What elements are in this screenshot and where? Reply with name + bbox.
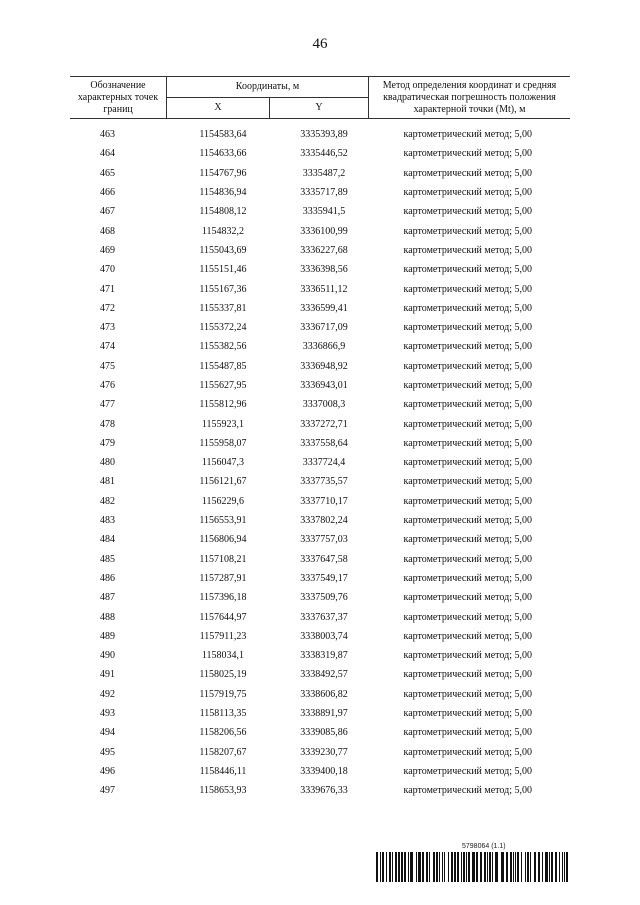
cell-y: 3337008,3 [302, 399, 346, 411]
cell-method: картометрический метод; 5,00 [403, 399, 532, 411]
cell-method: картометрический метод; 5,00 [403, 302, 532, 314]
cell-y: 3336511,12 [300, 283, 348, 295]
cell-y: 3335393,89 [300, 129, 348, 141]
header-method: Метод определения координат и средняя квадратическая погрешность положения характерной точки (Mt), м [369, 77, 571, 119]
table-row [70, 569, 570, 588]
cell-point-id: 468 [100, 225, 115, 237]
cell-y: 3339085,86 [300, 727, 348, 739]
cell-y: 3336717,09 [300, 322, 348, 334]
cell-point-id: 477 [100, 399, 115, 411]
cell-point-id: 475 [100, 360, 115, 372]
cell-point-id: 478 [100, 418, 115, 430]
table-row [70, 607, 570, 626]
cell-method: картометрический метод; 5,00 [403, 611, 532, 623]
cell-x: 1156229,6 [201, 495, 245, 507]
cell-y: 3335487,2 [302, 167, 346, 179]
cell-x: 1155337,81 [199, 302, 247, 314]
cell-point-id: 469 [100, 244, 115, 256]
cell-x: 1158653,93 [199, 785, 247, 797]
table-row [70, 260, 570, 279]
cell-method: картометрический метод; 5,00 [403, 283, 532, 295]
cell-point-id: 491 [100, 669, 115, 681]
cell-method: картометрический метод; 5,00 [403, 534, 532, 546]
header-point-id: Обозначение характерных точек границ [70, 77, 167, 119]
table-row [70, 434, 570, 453]
cell-method: картометрический метод; 5,00 [403, 360, 532, 372]
barcode [376, 843, 570, 883]
cell-y: 3335446,52 [300, 148, 348, 160]
cell-point-id: 497 [100, 785, 115, 797]
cell-point-id: 473 [100, 322, 115, 334]
cell-method: картометрический метод; 5,00 [403, 515, 532, 527]
table-row [70, 530, 570, 549]
cell-y: 3335941,5 [302, 206, 346, 218]
cell-x: 1157287,91 [199, 572, 247, 584]
cell-point-id: 484 [100, 534, 115, 546]
table-row [70, 723, 570, 742]
cell-point-id: 495 [100, 746, 115, 758]
cell-method: картометрический метод; 5,00 [403, 322, 532, 334]
table-row [70, 685, 570, 704]
table-row [70, 202, 570, 221]
coordinates-table [70, 76, 570, 800]
cell-x: 1157911,23 [199, 630, 247, 642]
cell-y: 3337757,03 [300, 534, 348, 546]
cell-x: 1154767,96 [199, 167, 247, 179]
cell-y: 3336943,01 [300, 380, 348, 391]
table-row [70, 119, 570, 145]
cell-point-id: 482 [100, 495, 115, 507]
cell-y: 3336100,99 [300, 225, 348, 237]
cell-point-id: 476 [100, 380, 115, 391]
cell-method: картометрический метод; 5,00 [403, 765, 532, 777]
cell-point-id: 485 [100, 553, 115, 565]
cell-y: 3338319,87 [300, 650, 348, 662]
table-row [70, 337, 570, 356]
cell-point-id: 481 [100, 476, 115, 488]
cell-y: 3336398,56 [300, 264, 348, 276]
cell-point-id: 465 [100, 167, 115, 179]
cell-y: 3339676,33 [300, 785, 348, 797]
table-row [70, 704, 570, 723]
table-row [70, 357, 570, 376]
cell-y: 3338003,74 [300, 630, 348, 642]
cell-point-id: 494 [100, 727, 115, 739]
cell-point-id: 480 [100, 457, 115, 469]
cell-point-id: 493 [100, 708, 115, 720]
cell-x: 1154808,12 [199, 206, 247, 218]
table-row [70, 144, 570, 163]
cell-x: 1155923,1 [201, 418, 245, 430]
cell-y: 3337272,71 [300, 418, 348, 430]
cell-point-id: 489 [100, 630, 115, 642]
cell-method: картометрический метод; 5,00 [403, 244, 532, 256]
cell-y: 3337724,4 [302, 457, 346, 469]
cell-method: картометрический метод; 5,00 [403, 167, 532, 179]
cell-point-id: 487 [100, 592, 115, 604]
cell-method: картометрический метод; 5,00 [403, 650, 532, 662]
cell-x: 1158207,67 [199, 746, 247, 758]
cell-point-id: 496 [100, 765, 115, 777]
header-x: X [167, 98, 270, 119]
cell-y: 3335717,89 [300, 187, 348, 199]
cell-y: 3337710,17 [300, 495, 348, 507]
cell-method: картометрический метод; 5,00 [403, 225, 532, 237]
cell-method: картометрический метод; 5,00 [403, 785, 532, 797]
cell-x: 1156806,94 [199, 534, 247, 546]
cell-y: 3337647,58 [300, 553, 348, 565]
cell-method: картометрический метод; 5,00 [403, 264, 532, 276]
cell-x: 1157644,97 [199, 611, 247, 623]
cell-y: 3339230,77 [300, 746, 348, 758]
cell-x: 1155627,95 [199, 380, 247, 391]
cell-method: картометрический метод; 5,00 [403, 476, 532, 488]
cell-x: 1157396,18 [199, 592, 247, 604]
cell-point-id: 471 [100, 283, 115, 295]
cell-x: 1158025,19 [199, 669, 247, 681]
cell-method: картометрический метод; 5,00 [403, 592, 532, 604]
cell-method: картометрический метод; 5,00 [403, 553, 532, 565]
table-row [70, 627, 570, 646]
table-row [70, 472, 570, 491]
cell-point-id: 483 [100, 515, 115, 527]
cell-y: 3336866,9 [302, 341, 346, 353]
cell-x: 1157108,21 [199, 553, 247, 565]
cell-x: 1155958,07 [199, 437, 247, 449]
cell-x: 1157919,75 [199, 688, 247, 700]
cell-method: картометрический метод; 5,00 [403, 418, 532, 430]
page-number: 46 [312, 36, 328, 52]
cell-x: 1154583,64 [199, 129, 247, 141]
cell-x: 1158113,35 [199, 708, 247, 720]
cell-y: 3336227,68 [300, 244, 348, 256]
cell-y: 3338891,97 [300, 708, 348, 720]
cell-point-id: 479 [100, 437, 115, 449]
table-row [70, 743, 570, 762]
cell-point-id: 470 [100, 264, 115, 276]
cell-point-id: 467 [100, 206, 115, 218]
cell-method: картометрический метод; 5,00 [403, 572, 532, 584]
table-row [70, 318, 570, 337]
table-row [70, 376, 570, 395]
header-coordinates: Координаты, м [167, 77, 369, 98]
table-row [70, 453, 570, 472]
cell-point-id: 466 [100, 187, 115, 199]
cell-point-id: 490 [100, 650, 115, 662]
cell-method: картометрический метод; 5,00 [403, 148, 532, 160]
cell-method: картометрический метод; 5,00 [403, 457, 532, 469]
cell-x: 1156553,91 [199, 515, 247, 527]
cell-y: 3336948,92 [300, 360, 348, 372]
cell-x: 1158034,1 [201, 650, 245, 662]
cell-x: 1154633,66 [199, 148, 247, 160]
header-y: Y [270, 98, 369, 119]
cell-method: картометрический метод; 5,00 [403, 727, 532, 739]
cell-point-id: 492 [100, 688, 115, 700]
cell-y: 3337735,57 [300, 476, 348, 488]
cell-point-id: 464 [100, 148, 115, 160]
cell-method: картометрический метод; 5,00 [403, 187, 532, 199]
barcode-icon [376, 852, 570, 882]
cell-method: картометрический метод; 5,00 [403, 688, 532, 700]
table-row [70, 395, 570, 414]
cell-point-id: 488 [100, 611, 115, 623]
table-row [70, 414, 570, 433]
table-row [70, 279, 570, 298]
cell-method: картометрический метод; 5,00 [403, 129, 532, 141]
cell-x: 1155382,56 [199, 341, 247, 353]
cell-method: картометрический метод; 5,00 [403, 495, 532, 507]
table-row [70, 762, 570, 781]
cell-x: 1158446,11 [199, 765, 247, 777]
table-row [70, 221, 570, 240]
cell-x: 1156047,3 [201, 457, 245, 469]
cell-y: 3337637,37 [300, 611, 348, 623]
cell-y: 3337802,24 [300, 515, 348, 527]
table-row [70, 646, 570, 665]
cell-point-id: 472 [100, 302, 115, 314]
table-row [70, 183, 570, 202]
cell-method: картометрический метод; 5,00 [403, 380, 532, 391]
table-row [70, 492, 570, 511]
cell-x: 1155167,36 [199, 283, 247, 295]
cell-method: картометрический метод; 5,00 [403, 630, 532, 642]
cell-y: 3337558,64 [300, 437, 348, 449]
cell-method: картометрический метод; 5,00 [403, 341, 532, 353]
cell-x: 1154832,2 [201, 225, 245, 237]
cell-x: 1155151,46 [199, 264, 247, 276]
cell-method: картометрический метод; 5,00 [403, 746, 532, 758]
cell-x: 1155812,96 [199, 399, 247, 411]
cell-y: 3338606,82 [300, 688, 348, 700]
table-row [70, 241, 570, 260]
table-row [70, 550, 570, 569]
cell-x: 1158206,56 [199, 727, 247, 739]
cell-y: 3337549,17 [300, 572, 348, 584]
cell-point-id: 486 [100, 572, 115, 584]
cell-point-id: 474 [100, 341, 115, 353]
barcode-number: 5798064 (1.1) [462, 843, 506, 850]
cell-y: 3338492,57 [300, 669, 348, 681]
cell-x: 1156121,67 [199, 476, 247, 488]
cell-x: 1155372,24 [199, 322, 247, 334]
cell-method: картометрический метод; 5,00 [403, 206, 532, 218]
table-row [70, 511, 570, 530]
cell-x: 1154836,94 [199, 187, 247, 199]
cell-point-id: 463 [100, 129, 115, 141]
table-row [70, 299, 570, 318]
cell-method: картометрический метод; 5,00 [403, 708, 532, 720]
cell-x: 1155043,69 [199, 244, 247, 256]
table-row [70, 665, 570, 684]
cell-method: картометрический метод; 5,00 [403, 669, 532, 681]
cell-y: 3336599,41 [300, 302, 348, 314]
cell-y: 3337509,76 [300, 592, 348, 604]
cell-y: 3339400,18 [300, 765, 348, 777]
cell-x: 1155487,85 [199, 360, 247, 372]
table-body [70, 119, 570, 801]
table-row [70, 164, 570, 183]
table-row [70, 781, 570, 800]
cell-method: картометрический метод; 5,00 [403, 437, 532, 449]
table-row [70, 588, 570, 607]
